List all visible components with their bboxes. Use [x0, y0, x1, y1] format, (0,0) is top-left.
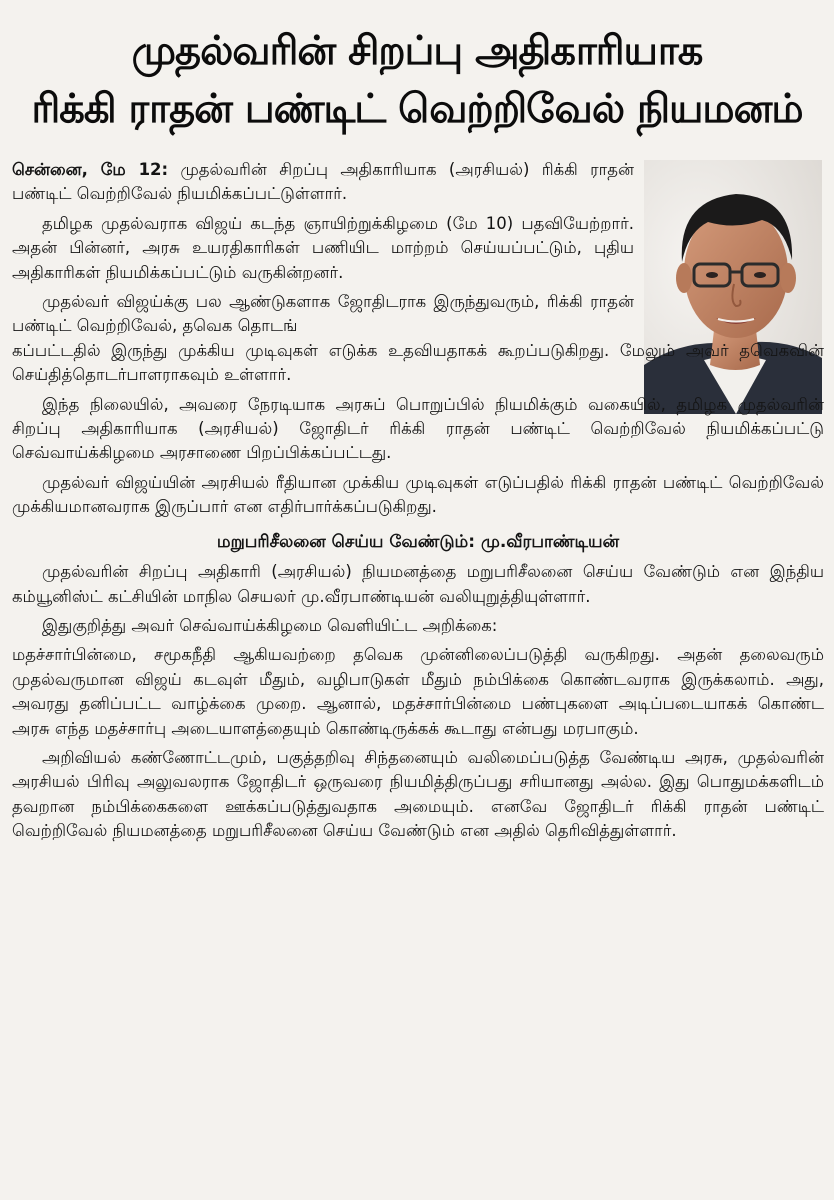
headline-line-2: ரிக்கி ராதன் பண்டிட் வெற்றிவேல் நியமனம் — [31, 86, 803, 132]
article-paragraph: இந்த நிலையில், அவரை நேரடியாக அரசுப் பொறுப்பில் நியமிக்கும் வகையில், தமிழக முதல்வரின் சிறப்பு அதிகாரியாக (அரசியல்) ஜோதிடர் ரிக்கி ராதன் பண்டிட் வெற்றிவேல் நியமிக்கப்பட்டு செவ்வாய்க்கிழமை அரசாணை பிறப்பிக்கப்பட்டது. — [12, 394, 824, 463]
article-paragraph: தமிழக முதல்வராக விஜய் கடந்த ஞாயிற்றுக்கிழமை (மே 10) பதவியேற்றார். அதன் பின்னர், அரசு உயரதிகாரிகள் பணியிட மாற்றம் செய்யப்பட்டும், புதிய அதிகாரிகள் நியமிக்கப்பட்டும் வருகின்றனர். — [12, 213, 634, 282]
article-body — [12, 158, 824, 849]
article-paragraph: முதல்வரின் சிறப்பு அதிகாரி (அரசியல்) நியமனத்தை மறுபரிசீலனை செய்ய வேண்டும் என இந்திய கம்யூனிஸ்ட் கட்சியின் மாநில செயலர் மு.வீரபாண்டியன் வலியுறுத்தியுள்ளார். — [12, 562, 824, 606]
article-paragraph: முதல்வர் விஜய்க்கு பல ஆண்டுகளாக ஜோதிடராக இருந்துவரும், ரிக்கி ராதன் பண்டிட் வெற்றிவேல், தவெக தொடங் — [12, 292, 634, 336]
article-paragraph: இதுகுறித்து அவர் செவ்வாய்க்கிழமை வெளியிட்ட அறிக்கை: — [42, 615, 498, 635]
article-paragraph: அறிவியல் கண்ணோட்டமும், பகுத்தறிவு சிந்தனையும் வலிமைப்படுத்த வேண்டிய அரசு, முதல்வரின் அரசியல் பிரிவு அலுவலராக ஜோதிடர் ஒருவரை நியமித்திருப்பது சரியானது அல்ல. இது பொதுமக்களிடம் தவறான நம்பிக்கைகளை ஊக்கப்படுத்துவதாக அமையும். எனவே ஜோதிடர் ரிக்கி ராதன் பண்டிட் வெற்றிவேல் நியமனத்தை மறுபரிசீலனை செய்ய வேண்டும் என அதில் தெரிவித்துள்ளார். — [12, 747, 824, 841]
article-paragraph: முதல்வர் விஜய்யின் அரசியல் ரீதியான முக்கிய முடிவுகள் எடுப்பதில் ரிக்கி ராதன் பண்டிட் வெற்றிவேல் முக்கியமானவராக இருப்பார் என எதிர்பார்க்கப்படுகிறது. — [12, 472, 824, 517]
paragraph-text: முதல்வரின் சிறப்பு அதிகாரியாக (அரசியல்) ரிக்கி ராதன் பண்டிட் வெற்றிவேல் நியமிக்கப்பட்டுள்ளார். — [12, 160, 634, 204]
subheading: மறுபரிசீலனை செய்ய வேண்டும்: மு.வீரபாண்டியன் — [216, 531, 620, 552]
headline — [0, 22, 834, 138]
headline-line-1: முதல்வரின் சிறப்பு அதிகாரியாக — [131, 28, 703, 74]
article-paragraph — [12, 158, 634, 207]
article-paragraph-continued: கப்பட்டதில் இருந்து முக்கிய முடிவுகள் எடுக்க உதவியதாகக் கூறப்படுகிறது. மேலும் அவர் தவெகவின் செய்தித்தொடர்பாளராகவும் உள்ளார். — [12, 340, 824, 385]
article-paragraph: மதச்சார்பின்மை, சமூகநீதி ஆகியவற்றை தவெக முன்னிலைப்படுத்தி வருகிறது. அதன் தலைவரும் முதல்வருமான விஜய் கடவுள் மீதும், வழிபாடுகள் மீதும் நம்பிக்கை கொண்டவராக இருக்கலாம். அது, அவரது தனிப்பட்ட வாழ்க்கை முறை. ஆனால், மதச்சார்பின்மை பண்புகளை அடிப்படையாகக் கொண்ட அரசு எந்த மதச்சார்பு அடையாளத்தையும் கொண்டிருக்கக் கூடாது என்பது மரபாகும். — [12, 645, 824, 738]
dateline: சென்னை, மே 12: — [12, 160, 169, 179]
